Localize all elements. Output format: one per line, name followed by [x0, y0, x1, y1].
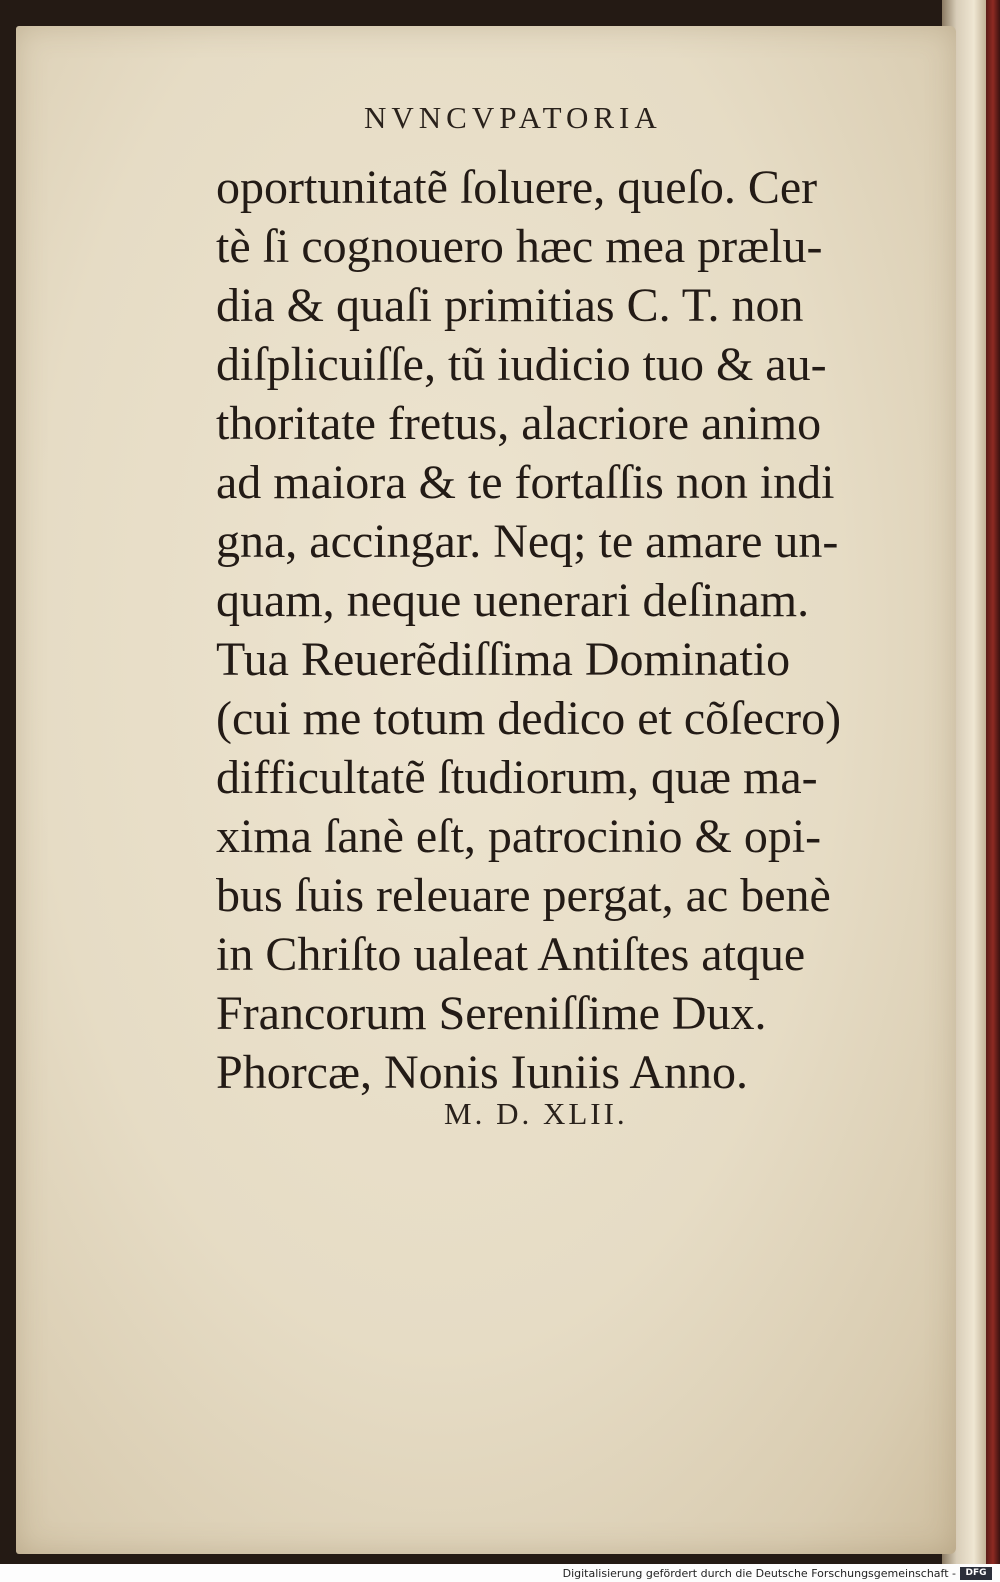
text-line: (cui me totum dedico et cõſecro)	[216, 692, 842, 745]
running-head: NVNCVPATORIA	[364, 100, 662, 135]
footer-bar	[0, 1564, 1000, 1582]
text-line: ad maiora & te fortaſſis non indi	[216, 456, 835, 509]
footer-credit: Digitalisierung gefördert durch die Deutsche Forschungsgemeinschaft -	[562, 1567, 956, 1580]
body-text	[216, 158, 906, 1102]
text-line: in Chriſto ualeat Antiſtes atque	[216, 928, 806, 981]
dfg-logo: DFG	[960, 1567, 992, 1580]
text-line: Phorcæ, Nonis Iuniis Anno.	[216, 1046, 749, 1099]
text-line: xima ſanè eſt, patrocinio & opi-	[216, 810, 822, 863]
text-line: quam, neque uenerari deſinam.	[216, 574, 810, 627]
text-line: gna, accingar. Neq; te amare un-	[216, 515, 839, 568]
text-line: tè ſi cognouero hæc mea prælu-	[216, 220, 823, 273]
text-line: Tua Reuerẽdiſſima Dominatio	[216, 633, 791, 686]
text-line: thoritate fretus, alacriore animo	[216, 397, 822, 450]
text-line: difficultatẽ ſtudiorum, quæ ma-	[216, 751, 818, 804]
text-line: diſplicuiſſe, tũ iudicio tuo & au-	[216, 338, 827, 391]
text-line: oportunitatẽ ſoluere, queſo. Cer	[216, 161, 818, 214]
date-line: M. D. XLII.	[444, 1096, 628, 1131]
book-binding	[986, 0, 1000, 1565]
text-line: dia & quaſi primitias C. T. non	[216, 279, 804, 332]
text-line: Francorum Sereniſſime Dux.	[216, 987, 767, 1040]
text-line: bus ſuis releuare pergat, ac benè	[216, 869, 831, 922]
